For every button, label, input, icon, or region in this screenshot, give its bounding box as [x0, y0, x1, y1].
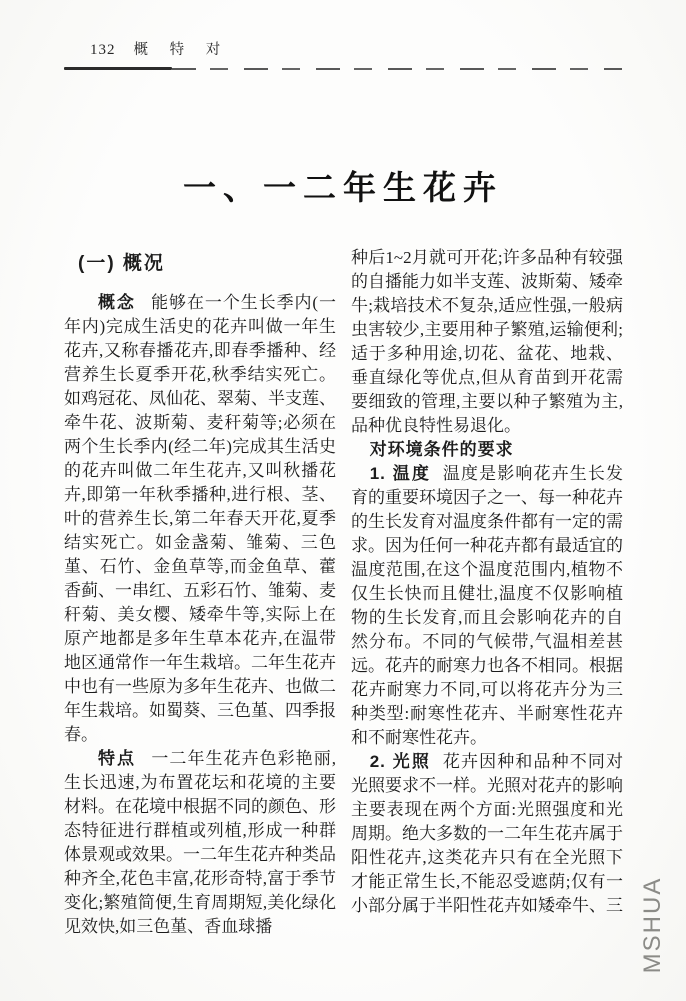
right-column: [351, 246, 623, 939]
paragraph-features: [64, 747, 336, 939]
section-heading: (一) 概况: [78, 253, 165, 274]
paragraph-lead-light: 2. 光照: [369, 752, 431, 771]
paragraph-text: 一二年生花卉色彩艳丽,生长迅速,为布置花坛和花境的主要材料。在花境中根据不同的颜色、形态特征进行群植或列植,形成一种群体景观或效果。一二年生花卉种类品种齐全,花色丰富,花形奇特,富于季节变化;繁殖简便,生育周期短,美化绿化见效快,如三色堇、香血球播: [64, 749, 337, 936]
paragraph-text: 花卉因种和品种不同对光照要求不一样。光照对花卉的影响主要表现在两个方面:光照强度和光周期。绝大多数的一二年生花卉属于阳性花卉,这类花卉只有在全光照下才能正常生长,不能忍受遮荫;仅有一小部分属于半阳性花卉如矮牵牛、三: [351, 752, 623, 915]
paragraph-light: [351, 750, 623, 918]
page-number: 132: [90, 42, 116, 58]
subsection-heading: 对环境条件的要求: [369, 440, 514, 459]
running-header: [90, 38, 229, 59]
paragraph-lead-features: 特点: [98, 749, 137, 768]
running-title: 概 特 对: [133, 42, 230, 58]
header-rule-dashed-segment: [172, 68, 622, 70]
paragraph-lead-concept: 概念: [98, 293, 136, 312]
body-columns: [64, 246, 623, 939]
paragraph-concept: [64, 291, 336, 747]
header-rule: [64, 67, 622, 71]
left-column: [64, 246, 336, 939]
paragraph-temperature: [351, 462, 623, 750]
paragraph-text: 能够在一个生长季内(一年内)完成生活史的花卉叫做一年生花卉,又称春播花卉,即春季播种、经营养生长夏季开花,秋季结实死亡。如鸡冠花、凤仙花、翠菊、半支莲、牵牛花、波斯菊、麦秆菊等;必须在两个生长季内(经二年)完成其生活史的花卉叫做二年生花卉,又叫秋播花卉,即第一年秋季播种,进行根、茎、叶的营养生长,第二年春天开花,夏季结实死亡。如金盏菊、雏菊、三色堇、石竹、金鱼草等,而金鱼草、藿香蓟、一串红、五彩石竹、雏菊、麦秆菊、美女樱、矮牵牛等,实际上在原产地都是多年生草本花卉,在温带地区通常作一年生栽培。二年生花卉中也有一些原为多年生花卉、也做二年生栽培。如蜀葵、三色堇、四季报春。: [64, 293, 336, 744]
watermark-text: MSHUA: [639, 876, 666, 974]
paragraph-continuation: 种后1~2月就可开花;许多品种有较强的自播能力如半支莲、波斯菊、矮牵牛;栽培技术不复杂,适应性强,一般病虫害较少,主要用种子繁殖,运输便利;适于多种用途,切花、盆花、地栽、垂直绿化等优点,但从育苗到开花需要细致的管理,主要以种子繁殖为主,品种优良特性易退化。: [351, 248, 623, 435]
header-rule-solid-segment: [64, 67, 172, 70]
chapter-title: 一、一二年生花卉: [183, 169, 503, 207]
paragraph-lead-temperature: 1. 温度: [369, 464, 431, 483]
paragraph-text: 温度是影响花卉生长发育的重要环境因子之一、每一种花卉的生长发育对温度条件都有一定的需求。因为任何一种花卉都有最适宜的温度范围,在这个温度范围内,植物不仅生长快而且健壮,温度不仅影响植物的生长发育,而且会影响花卉的自然分布。不同的气候带,气温相差甚远。花卉的耐寒力也各不相同。根据花卉耐寒力不同,可以将花卉分为三种类型:耐寒性花卉、半耐寒性花卉和不耐寒性花卉。: [351, 464, 623, 747]
